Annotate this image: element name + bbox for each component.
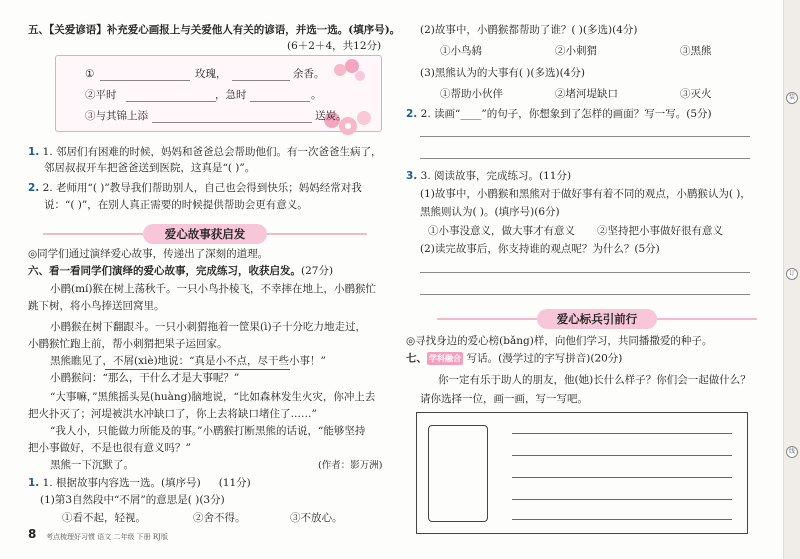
section-intro: ◎寻找身边的爱心榜(bǎng)样，向他们学习，共同播撒爱的种子。: [406, 335, 713, 347]
writing-line[interactable]: [512, 519, 732, 520]
q6-sub3-2: (2)读完故事后，你支持谁的观点呢？为什么？(5分): [420, 243, 660, 255]
answer-line: [420, 158, 750, 159]
writing-line[interactable]: [512, 477, 732, 478]
flower-decoration-icon: [330, 58, 370, 88]
story-para-4: 小鹛猴问：“那么，干什么才是大事呢？”: [50, 372, 240, 384]
blank-line: [232, 80, 290, 81]
q6-title: 六、看一看同学们演绎的爱心故事，完成练习，收获启发。(27分): [28, 265, 334, 277]
answer-line: [420, 272, 750, 273]
story-para-2: 小鹛猴在树下翻跟斗。一只小刺猬拖着一筐果(ì)子十分吃力地走过，: [50, 321, 367, 333]
writing-line[interactable]: [512, 455, 732, 456]
q7-prompt: 你一定有乐于助人的朋友，他(她)长什么样子？你们会一起做什么？: [438, 374, 751, 386]
answer-line: [420, 294, 750, 295]
q5-title: 五、【关爱谚语】补充爱心画报上与关爱他人有关的谚语，并选一选。(填序号)。: [28, 24, 401, 36]
option-c: ③不放心。: [290, 512, 343, 524]
blank-line: [152, 122, 312, 123]
proverb-1-mid: 玫瑰，: [195, 68, 227, 80]
section-banner: 爱心故事获启发: [143, 224, 267, 244]
proverb-1-num: ①: [85, 68, 95, 80]
blank-line: [126, 101, 216, 102]
story-para-7: 黑熊一下沉默了。: [50, 459, 134, 471]
blank-line: [100, 80, 190, 81]
q7-prompt-cont: 请你选择一位，画一画，写一写吧。: [420, 393, 588, 405]
story-author: (作者：影万洲): [318, 460, 383, 471]
proverb-3-end: 送炭。: [315, 110, 347, 122]
binding-mark: 线: [786, 446, 798, 458]
binding-mark: 装: [786, 92, 798, 104]
story-para-6-cont: 把小事做好，不是也很有意义吗？”: [28, 442, 191, 454]
q5-sub2: 2. 2. 老师用“( )”教导我们帮助别人，自己也会得到快乐；妈妈经常对我: [28, 182, 362, 194]
q6-sub3-1: (1)故事中，小鹛猴和黑熊对于做好事有着不同的观点，小鹛猴认为( )，: [420, 188, 751, 200]
proverb-2-start: ②平时: [85, 89, 117, 101]
proverb-1-end: 余香。: [293, 68, 325, 80]
underline-sentence: [105, 369, 290, 370]
option-1: ①小鸟鸫: [440, 45, 482, 57]
answer-line: [420, 136, 750, 137]
q6-sub3-1-cont: 黑熊则认为( )。(填序号)(6分): [420, 206, 560, 218]
writing-line[interactable]: [512, 433, 732, 434]
section-intro: ◎同学们通过演绎爱心故事，传递出了深刻的道理。: [28, 248, 269, 260]
option-a: ①看不起，轻视。: [62, 512, 146, 524]
story-para-3: 黑熊瞧见了，不屑(xiè)地说：“真是小不点，尽干些小事！”: [50, 355, 326, 367]
story-para-6: “我人小，只能做力所能及的事。”小鹛猴打断黑熊的话说，“能够坚持: [50, 425, 366, 437]
q5-score: (6＋2＋4，共12分): [287, 40, 382, 52]
option-3: ③灭火: [680, 88, 712, 100]
q6-sub1-3: (3)黑熊认为的大事有( )(多选)(4分): [420, 67, 585, 79]
page-footer: 考点梳理好习惯 语文 二年级 下册 RJ版: [46, 533, 168, 541]
page-number: 8: [28, 527, 37, 541]
drawing-area[interactable]: [416, 412, 748, 534]
option-b: ②舍不得。: [193, 512, 246, 524]
q6-sub1: 1. 1. 根据故事内容选一选。(填序号) (11分): [28, 477, 251, 489]
blank-line: [250, 101, 310, 102]
q5-sub1: 1. 1. 邻居们有困难的时候，妈妈和爸爸总会帮助他们。有一次爸爸生病了，: [28, 146, 382, 158]
option-2: ②坚持把小事做好很有意义: [597, 225, 723, 237]
q6-sub1-1: (1)第3自然段中“不屑”的意思是( )(3分): [40, 494, 225, 506]
story-para-5: “大事嘛，”黑熊摇头晃(huàng)脑地说，“比如森林发生火灾，你冲上去: [50, 391, 376, 403]
q6-sub3: 3. 3. 阅读故事，完成练习。(11分): [406, 170, 572, 182]
option-2: ②堵河堤缺口: [555, 88, 618, 100]
writing-line[interactable]: [512, 499, 732, 500]
option-1: ①小事没意义，做大事才有意义: [428, 225, 575, 237]
q6-sub1-2: (2)故事中，小鹛猴都帮助了谁？( )(多选)(4分): [420, 24, 638, 36]
q7-title: 七、 学科融合 写话。(漫学过的字写拼音)(20分): [406, 352, 623, 365]
option-1: ①帮助小伙伴: [440, 88, 503, 100]
proverb-2-end: 。: [311, 89, 322, 101]
binding-mark: 订: [786, 268, 798, 280]
story-para-1-cont: 跳下树，将小鸟捧送回窝里。: [28, 300, 165, 312]
q5-sub1-cont: 邻居叔叔开车把爸爸送到医院，这真是“( )”。: [44, 162, 256, 174]
q6-sub2: 2. 2. 读画“____”的句子，你想象到了怎样的画面？写一写。(5分): [406, 108, 712, 120]
q5-sub2-cont: 说：“( )”，在别人真正需要的时候提供帮助会更有意义。: [44, 199, 308, 211]
proverb-2-mid: ，急时: [215, 89, 247, 101]
option-2: ②小刺猬: [555, 45, 597, 57]
story-para-1: 小鹛(mí)猴在树上荡秋千。一只小鸟扑棱飞，不幸摔在地上，小鹛猴忙: [50, 283, 377, 295]
story-para-5-cont: 把火扑灭了；河堤被洪水冲缺口了，你上去将缺口堵住了……”: [28, 408, 317, 420]
story-para-2-cont: 小鹛猴忙跑上前，帮小刺猬把果子运回家。: [28, 338, 228, 350]
picture-frame[interactable]: [428, 425, 488, 522]
section-banner: 爱心标兵引前行: [537, 309, 657, 329]
proverb-3-start: ③与其锦上添: [85, 110, 148, 122]
option-3: ③黑熊: [680, 45, 712, 57]
